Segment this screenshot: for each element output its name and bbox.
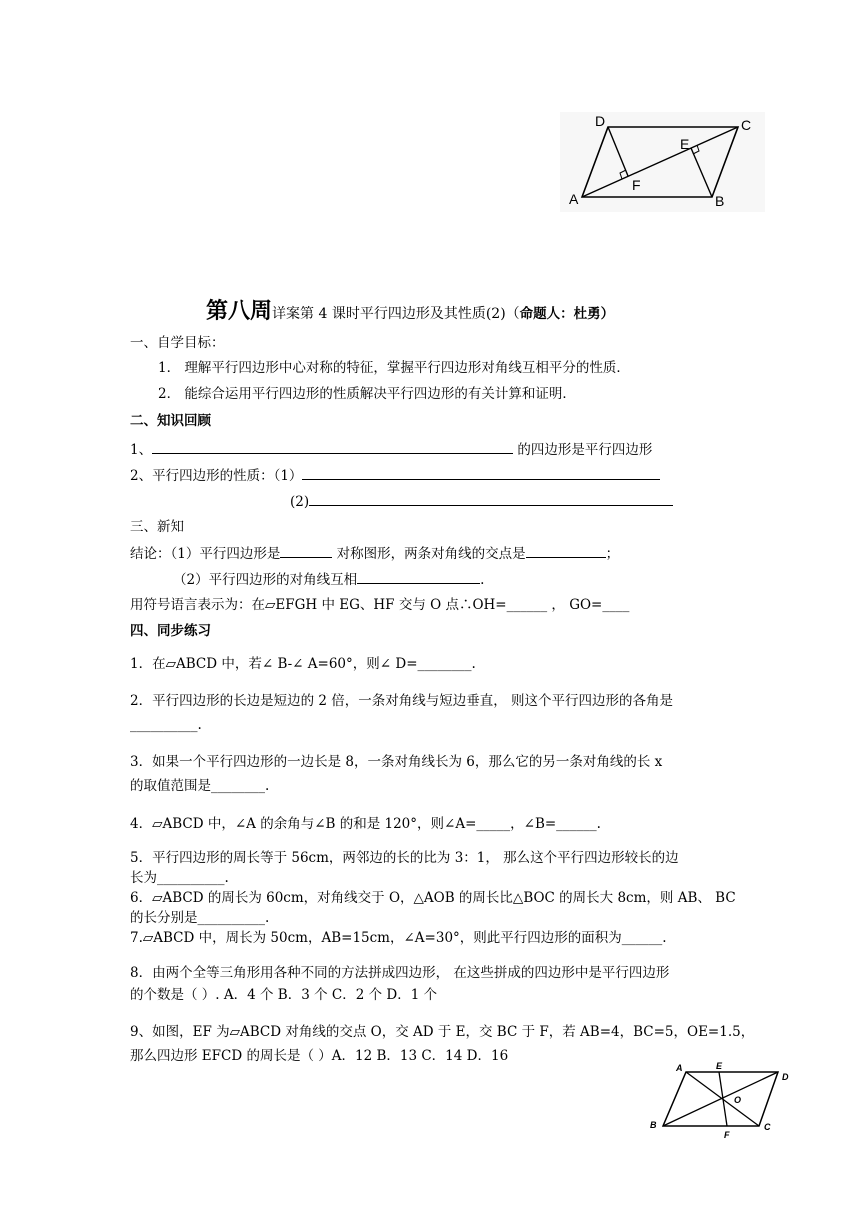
section2-heading: 二、知识回顾 <box>130 413 211 429</box>
question-5-line-2: 长为__________. <box>130 870 229 886</box>
parallelogram-figure-2 <box>645 1060 800 1142</box>
conclusion2-b: . <box>480 572 485 588</box>
label-b-2: B <box>650 1120 657 1130</box>
knowledge-item-1 <box>130 439 652 459</box>
goal-2: 2． 能综合运用平行四边形的性质解决平行四边形的有关计算和证明． <box>158 386 576 402</box>
symbolic-statement: 用符号语言表示为：在▱EFGH 中 EG、HF 交与 O 点∴OH=______ ， GO=____ <box>130 597 630 613</box>
conclusion1-a: 结论：（1）平行四边形是 <box>130 546 281 562</box>
conclusion1-c: ； <box>605 546 620 562</box>
blank-item2-1[interactable] <box>302 465 660 480</box>
question-2-line-1: 2．平行四边形的长边是短边的 2 倍，一条对角线与短边垂直， 则这个平行四边形的各角是 <box>130 693 674 709</box>
parallelogram-figure-1 <box>560 112 765 212</box>
label-f-2: F <box>724 1130 730 1140</box>
label-b: B <box>715 193 725 209</box>
conclusion-2 <box>173 569 484 589</box>
blank-item1[interactable] <box>152 439 513 454</box>
title-sub: 详案第 4 课时平行四边形及其性质(2)（ <box>272 306 520 322</box>
question-8-line-1: 8．由两个全等三角形用各种不同的方法拼成四边形， 在这些拼成的四边形中是平行四边形 <box>130 965 670 981</box>
page-title <box>206 294 614 325</box>
item1-suffix: 的四边形是平行四边形 <box>513 442 653 458</box>
question-9-line-1: 9、如图，EF 为▱ABCD 对角线的交点 O，交 AD 于 E，交 BC 于 F，若 AB=4，BC=5，OE=1.5， <box>130 1024 755 1040</box>
title-author: 命题人：杜勇） <box>519 306 615 322</box>
label-o-2: O <box>734 1095 742 1105</box>
question-6-line-1: 6．▱ABCD 的周长为 60cm，对角线交于 O，△AOB 的周长比△BOC 的周长大 8cm，则 AB、 BC <box>130 890 736 906</box>
question-6-line-2: 的长分别是__________. <box>130 910 270 926</box>
question-3-line-2: 的取值范围是________. <box>130 778 270 794</box>
label-c-2: C <box>764 1122 771 1132</box>
item1-prefix: 1、 <box>130 442 153 458</box>
blank-conclusion2[interactable] <box>357 569 480 584</box>
item2-second-label: (2) <box>290 494 310 510</box>
conclusion-1 <box>130 543 619 563</box>
label-e: E <box>680 136 690 152</box>
question-5-line-1: 5．平行四边形的周长等于 56cm，两邻边的长的比为 3：1， 那么这个平行四边形较长的边 <box>130 850 679 866</box>
knowledge-item-2-second <box>290 491 673 511</box>
blank-conclusion1-symmetry[interactable] <box>280 543 332 558</box>
label-c: C <box>741 117 752 133</box>
label-a-2: A <box>676 1063 683 1073</box>
section1-heading: 一、自学目标： <box>130 335 225 351</box>
goal-1: 1． 理解平行四边形中心对称的特征，掌握平行四边形对角线互相平分的性质． <box>158 360 630 376</box>
question-4: 4．▱ABCD 中，∠A 的余角与∠B 的和是 120°，则∠A=_____，∠B=______. <box>130 816 601 832</box>
question-9-line-2: 那么四边形 EFCD 的周长是（ ）A．12 B．13 C．14 D．16 <box>130 1048 509 1064</box>
question-8-line-2: 的个数是（ ）. A．4 个 B．3 个 C．2 个 D．1 个 <box>130 987 438 1003</box>
blank-conclusion1-center[interactable] <box>526 543 606 558</box>
label-f: F <box>632 177 641 193</box>
question-7: 7.▱ABCD 中，周长为 50cm，AB=15cm，∠A=30°，则此平行四边形的面积为______. <box>130 930 667 946</box>
item2-prefix: 2、平行四边形的性质：（1） <box>130 468 303 484</box>
label-d-2: D <box>782 1072 789 1082</box>
label-d: D <box>595 113 606 129</box>
blank-item2-2[interactable] <box>309 491 673 506</box>
section4-heading: 四、同步练习 <box>130 623 211 639</box>
conclusion1-b: 对称图形，两条对角线的交点是 <box>332 546 526 562</box>
label-e-2: E <box>716 1061 723 1071</box>
knowledge-item-2 <box>130 465 660 485</box>
question-2-line-2: __________. <box>130 717 202 733</box>
question-1: 1．在▱ABCD 中，若∠ B-∠ A=60°，则∠ D=________. <box>130 656 476 672</box>
label-a: A <box>569 191 579 207</box>
conclusion2-a: （2）平行四边形的对角线互相 <box>173 572 358 588</box>
section3-heading: 三、新知 <box>130 519 184 535</box>
question-3-line-1: 3．如果一个平行四边形的一边长是 8，一条对角线长为 6，那么它的另一条对角线的长 x <box>130 754 663 770</box>
title-main: 第八周 <box>206 299 273 324</box>
